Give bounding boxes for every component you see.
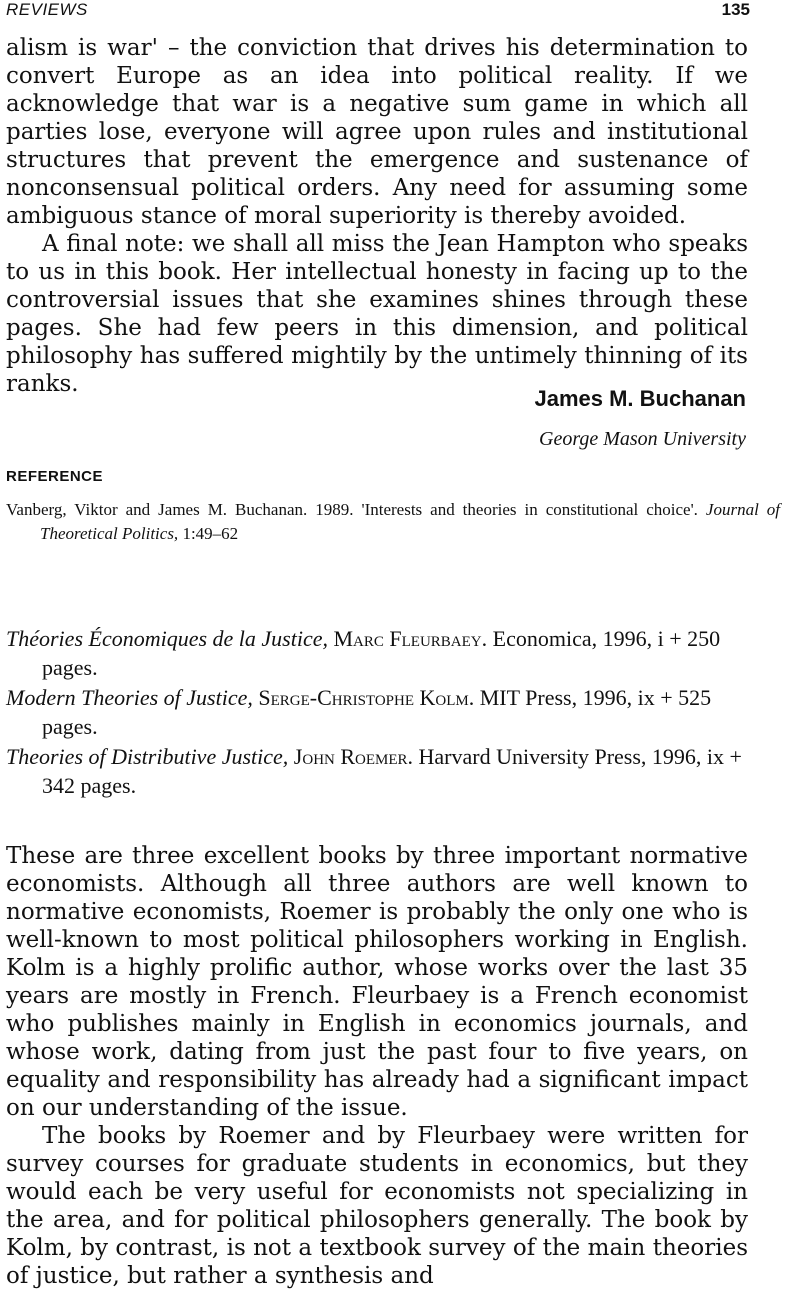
paragraph: The books by Roemer and by Fleurbaey were written for survey courses for graduate students in economics, but they would each be very useful for economists not specializing in the area, and for political philosophers generally. The book by Kolm, by contrast, is not a textbook survey of the main theories of justice, but rather a synthesis and (6, 1123, 748, 1289)
reference-text: Vanberg, Viktor and James M. Buchanan. 1989. 'Interests and theories in constitutional choice'. (6, 500, 706, 519)
book-entry (6, 624, 748, 682)
reference-entry (6, 498, 780, 546)
book-title: Théories Économiques de la Justice, (6, 626, 328, 651)
book-details: MIT Press, 1996, ix + 525 pages. (42, 685, 712, 739)
section-title: REVIEWS (6, 0, 88, 19)
reference-journal: Journal of Theoretical Politics, (40, 500, 781, 543)
reviewer-name: James M. Buchanan (534, 386, 746, 411)
running-head (6, 0, 750, 22)
paragraph: These are three excellent books by three important normative economists. Although all three authors are well known to normative economists, Roemer is probably the only one who is well-known to most political philosophers working in English. Kolm is a highly prolific author, whose works over the last 35 years are mostly in French. Fleurbaey is a French economist who publishes mainly in English in economics journals, and whose work, dating from just the past four to five years, on equality and responsibility has already had a significant impact on our understanding of the issue. (6, 843, 748, 1121)
reference-heading: REFERENCE (6, 468, 104, 485)
reference-locator: 1:49–62 (178, 524, 239, 543)
page-number: 135 (721, 0, 750, 19)
review-body (6, 842, 748, 1290)
book-author: Serge-Christophe Kolm. (258, 685, 475, 710)
book-author: John Roemer. (293, 744, 414, 769)
reviewer-affiliation: George Mason University (539, 428, 746, 450)
book-title: Theories of Distributive Justice, (6, 744, 289, 769)
paragraph: A final note: we shall all miss the Jean Hampton who speaks to us in this book. Her intellectual honesty in facing up to the controversial issues that she examines shines through these pages. She had few peers in this dimension, and political philosophy has suffered mightily by the untimely thinning of its ranks. (6, 231, 748, 397)
books-reviewed (6, 624, 748, 801)
book-title: Modern Theories of Justice, (6, 685, 253, 710)
book-entry (6, 683, 748, 741)
book-author: Marc Fleurbaey. (333, 626, 488, 651)
review-conclusion (6, 34, 748, 398)
book-details: Harvard University Press, 1996, ix + 342 pages. (42, 744, 742, 798)
book-entry (6, 742, 748, 800)
paragraph: alism is war' – the conviction that drives his determination to convert Europe as an idea into political reality. If we acknowledge that war is a negative sum game in which all parties lose, everyone will agree upon rules and institutional structures that prevent the emergence and sustenance of nonconsensual political orders. Any need for assuming some ambiguous stance of moral superiority is thereby avoided. (6, 35, 748, 229)
book-details: Economica, 1996, i + 250 pages. (42, 626, 721, 680)
